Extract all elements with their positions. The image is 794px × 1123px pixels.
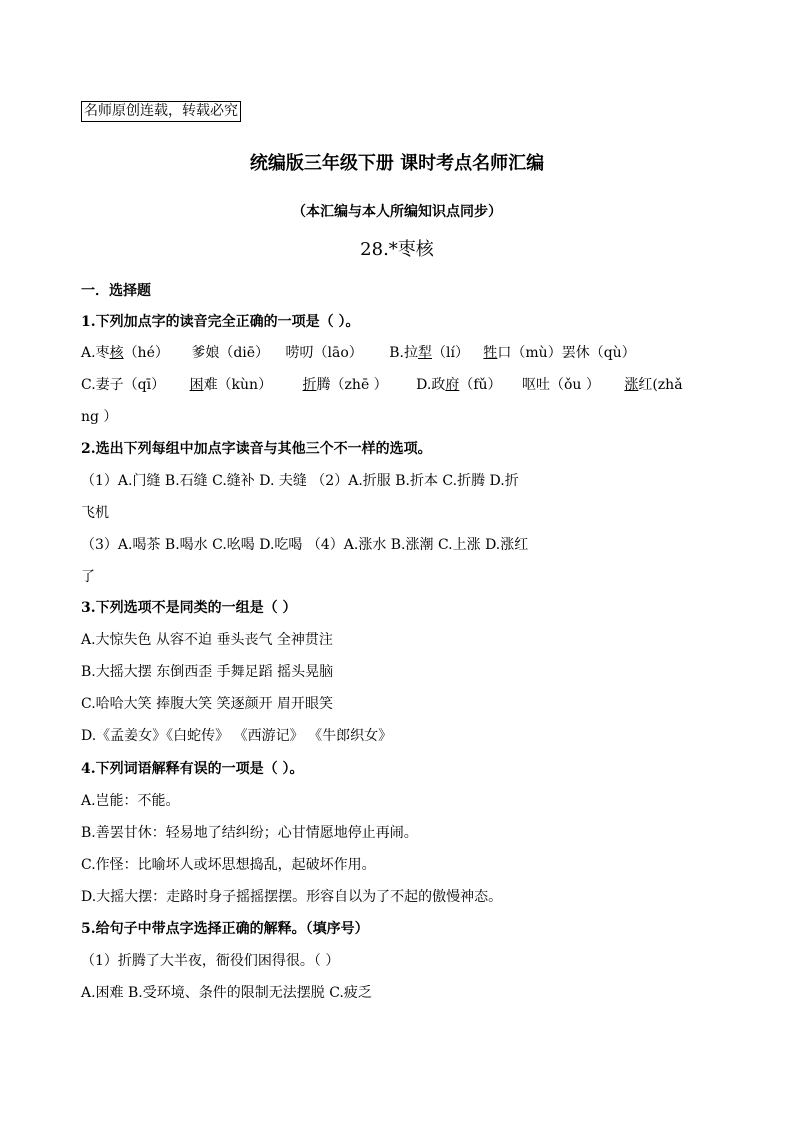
q4-option-d: D.大摇大摆：走路时身子摇摇摆摆。形容自以为了不起的傲慢神态。 xyxy=(81,889,503,905)
page-subtitle: （本汇编与本人所编知识点同步） xyxy=(292,204,502,220)
q2-row2-wrap: 了 xyxy=(81,569,95,585)
q1-d-prefix: D.政 xyxy=(416,377,446,393)
q1-b-dotted-char2: 牲 xyxy=(483,345,498,361)
q4-stem: 4.下列词语解释有误的一项是（ ）。 xyxy=(81,761,304,777)
q2-row1-wrap: 飞机 xyxy=(81,505,109,521)
q1-b-dotted-char: 犁 xyxy=(417,345,432,361)
lesson-title: 28.*枣核 xyxy=(360,239,434,260)
q5-options: A.困难 B.受环境、条件的限制无法摆脱 C.疲乏 xyxy=(81,985,372,1001)
q1-c-word1: C.妻子（qī） xyxy=(81,377,166,393)
q2-stem: 2.选出下列每组中加点字读音与其他三个不一样的选项。 xyxy=(81,441,432,457)
q5-sub1: （1）折腾了大半夜，衙役们困得很。（ ） xyxy=(81,953,340,969)
q1-d-dotted-char2: 涨 xyxy=(624,377,639,393)
copyright-stamp: 名师原创连载，转载必究 xyxy=(81,101,241,122)
q1-a-word3: 唠叨（lāo） xyxy=(285,345,363,361)
q1-b-pinyin: （lí） xyxy=(431,345,469,361)
q3-stem: 3.下列选项不是同类的一组是（ ） xyxy=(81,600,297,616)
q3-option-c: C.哈哈大笑 捧腹大笑 笑逐颜开 眉开眼笑 xyxy=(81,696,334,712)
page-title: 统编版三年级下册 课时考点名师汇编 xyxy=(249,153,545,174)
q1-row-cd-wrap: ng ） xyxy=(81,409,118,425)
q1-stem: 1.下列加点字的读音完全正确的一项是（ ）。 xyxy=(81,314,360,330)
q1-c-pinyin: 难（kùn） xyxy=(203,377,273,393)
q1-a-prefix: A.枣 xyxy=(81,345,110,361)
q2-row1: （1）A.门缝 B.石缝 C.缝补 D. 夫缝 （2）A.折服 B.折本 C.折腾 D.折 xyxy=(81,473,519,489)
q1-row-cd xyxy=(81,376,683,394)
section-heading: 一．选择题 xyxy=(81,283,151,299)
q4-option-b: B.善罢甘休：轻易地了结纠纷；心甘情愿地停止再闹。 xyxy=(81,825,418,841)
q2-row2: （3）A.喝茶 B.喝水 C.吆喝 D.吃喝 （4）A.涨水 B.涨潮 C.上涨 D.涨红 xyxy=(81,537,529,553)
q1-row-ab xyxy=(81,344,636,362)
q1-a-dotted-char: 核 xyxy=(109,345,124,361)
q1-d-pinyin: （fǔ） xyxy=(459,377,502,393)
q1-c-dotted-char2: 折 xyxy=(302,377,317,393)
q1-a-pinyin: （hé） xyxy=(123,345,169,361)
q4-option-c: C.作怪：比喻坏人或坏思想捣乱，起破坏作用。 xyxy=(81,857,376,873)
q1-d-word2: 呕吐（ǒu ） xyxy=(521,377,600,393)
q1-b-prefix: B.拉 xyxy=(389,345,418,361)
q3-option-a: A.大惊失色 从容不迫 垂头丧气 全神贯注 xyxy=(81,632,333,648)
q5-stem: 5.给句子中带点字选择正确的解释。（填序号） xyxy=(81,921,369,937)
q4-option-a: A.岂能：不能。 xyxy=(81,793,180,809)
q3-option-b: B.大摇大摆 东倒西歪 手舞足蹈 摇头晃脑 xyxy=(81,664,334,680)
q1-d-dotted-char: 府 xyxy=(445,377,460,393)
q1-b-rest: 口（mù）罢休（qù） xyxy=(497,345,636,361)
q3-option-d: D.《孟姜女》《白蛇传》 《西游记》 《牛郎织女》 xyxy=(81,728,393,744)
q1-d-pinyin2: 红(zhǎ xyxy=(638,377,683,393)
q1-c-dotted-char: 困 xyxy=(189,377,204,393)
q1-a-word2: 爹娘（diē） xyxy=(191,345,270,361)
q1-c-pinyin2: 腾（zhē ） xyxy=(316,377,388,393)
